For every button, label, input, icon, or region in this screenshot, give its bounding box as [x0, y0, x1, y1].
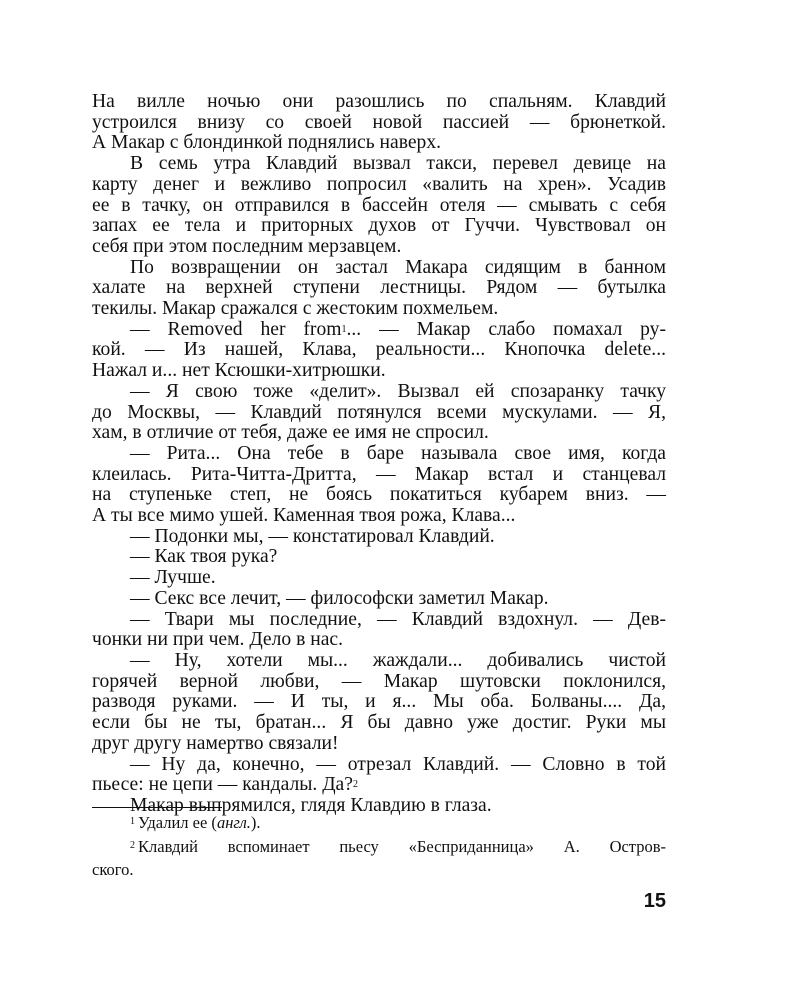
text-line: — Твари мы последние, — Клавдий вздохнул. — Дев-: [130, 608, 666, 630]
text-line: если бы не ты, братан... Я бы давно уже достиг. Руки мы: [92, 712, 666, 734]
text-line: ее в тачку, он отправился в бассейн отеля — смывать с себя: [92, 194, 666, 216]
text-line: халате на верхней ступени лестницы. Рядом — бутылка: [92, 277, 666, 299]
text-line: себя при этом последним мерзавцем.: [92, 235, 402, 257]
text-line: — Секс все лечит, — философски заметил Макар.: [130, 587, 549, 609]
footnote-2: [92, 837, 666, 861]
text-line: На вилле ночью они разошлись по спальням. Клавдий: [92, 91, 666, 112]
footnote-2-continuation: ского.: [92, 860, 134, 879]
text-fragment: ... — Макар слабо помахал ру-: [346, 318, 666, 340]
footnote-1-italic: англ.: [216, 813, 251, 832]
text-line: — Лучше.: [130, 567, 216, 589]
footnote-separator: [92, 807, 222, 808]
footnote-1-text-end: ).: [250, 813, 261, 832]
footnote-ref-2[interactable]: 2: [352, 779, 358, 791]
text-line: [92, 320, 666, 341]
text-line: — Ну да, конечно, — отрезал Клавдий. — Словно в той: [130, 753, 666, 775]
text-line: чонки ни при чем. Дело в нас.: [92, 629, 344, 651]
footnote-2-mark: 2: [130, 839, 135, 851]
text-line: Макар выпрямился, глядя Клавдию в глаза.: [130, 794, 492, 816]
text-line: запах ее тела и приторных духов от Гуччи. Чувствовал он: [92, 215, 666, 237]
text-line: — Ну, хотели мы... жаждали... добивались чистой: [130, 649, 666, 671]
text-line: устроился внизу со своей новой пассией — брюнеткой.: [92, 111, 666, 133]
text-line: Нажал и... нет Ксюшки-хитрюшки.: [92, 360, 386, 382]
footnote-2-text: Клавдий вспоминает пьесу «Бесприданница» А. Остров-: [138, 836, 666, 856]
footnote-1: [92, 813, 666, 837]
text-line: разводя руками. — И ты, и я... Мы оба. Болваны.... Да,: [92, 691, 666, 713]
text-line: до Москвы, — Клавдий потянулся всеми мускулами. — Я,: [92, 401, 666, 423]
text-line: кой. — Из нашей, Клава, реальности... Кнопочка delete...: [92, 339, 666, 361]
footnote-1-text: Удалил ее (: [138, 813, 217, 832]
footnotes: [92, 813, 666, 881]
text-line: — Как твоя рука?: [130, 546, 278, 568]
text-line: — Подонки мы, — констатировал Клавдий.: [130, 525, 495, 547]
footnote-ref-1[interactable]: 1: [341, 323, 347, 335]
text-line: на ступеньке степ, не боясь покатиться кубарем вниз. —: [92, 484, 666, 506]
text-line: горячей верной любви, — Макар шутовски поклонился,: [92, 670, 666, 692]
main-text: [92, 92, 666, 817]
text-line: — Я свою тоже «делит». Вызвал ей спозаранку тачку: [130, 380, 666, 402]
footnote-1-mark: 1: [130, 816, 135, 827]
text-line: хам, в отличие от тебя, даже ее имя не спросил.: [92, 422, 489, 444]
text-line: [92, 775, 666, 796]
text-line: карту денег и вежливо попросил «валить на хрен». Усадив: [92, 173, 666, 195]
text-line: клеилась. Рита-Читта-Дритта, — Макар встал и станцевал: [92, 463, 666, 485]
text-line: текилы. Макар сражался с жестоким похмельем.: [92, 298, 499, 320]
text-line: А Макар с блондинкой поднялись наверх.: [92, 132, 442, 154]
text-fragment: пьесе: не цепи — кандалы. Да?: [92, 774, 353, 796]
text-fragment: — Removed her from: [130, 318, 342, 340]
page-number: 15: [643, 890, 666, 912]
text-line: По возвращении он застал Макара сидящим в банном: [130, 256, 666, 278]
text-line: В семь утра Клавдий вызвал такси, перевел девице на: [130, 153, 666, 175]
text-line: А ты все мимо ушей. Каменная твоя рожа, Клава...: [92, 505, 516, 527]
text-line: друг другу намертво связали!: [92, 732, 339, 754]
text-line: — Рита... Она тебе в баре называла свое имя, когда: [130, 442, 666, 464]
